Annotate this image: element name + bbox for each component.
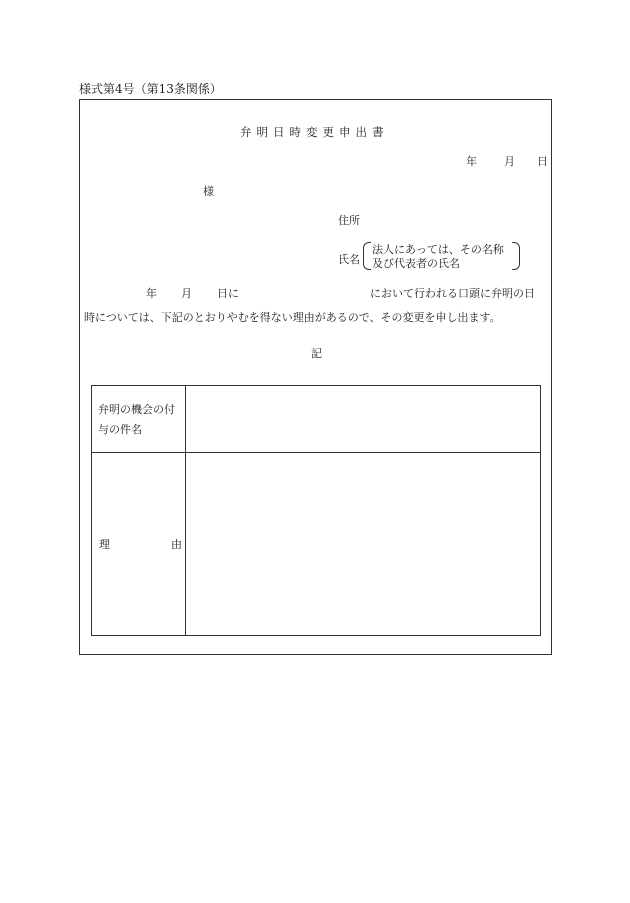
case-name-label-line1: 弁明の機会の付 bbox=[98, 403, 175, 416]
address-label: 住所 bbox=[338, 214, 360, 227]
reason-label-char2: 由 bbox=[171, 538, 182, 551]
case-name-label-line2: 与の件名 bbox=[98, 423, 142, 436]
name-label: 氏名 bbox=[338, 253, 360, 266]
reason-label-char1: 理 bbox=[99, 538, 110, 551]
case-name-field[interactable] bbox=[186, 386, 540, 452]
body-text-line1 bbox=[80, 288, 553, 302]
left-bracket bbox=[363, 242, 371, 270]
name-note-line2: 及び代表者の氏名 bbox=[372, 257, 460, 270]
right-bracket bbox=[512, 242, 520, 270]
date-day-label: 日 bbox=[537, 155, 548, 168]
name-note-bracket bbox=[363, 242, 520, 272]
body-line1-end: において行われる口頭に弁明の日 bbox=[370, 287, 535, 300]
body-month-label: 月 bbox=[181, 287, 192, 300]
document-title: 弁明日時変更申出書 bbox=[240, 125, 389, 139]
reason-field[interactable] bbox=[186, 453, 540, 635]
body-text-line2: 時については、下記のとおりやむを得ない理由があるので、その変更を申し出ます。 bbox=[84, 311, 501, 324]
addressee-suffix: 様 bbox=[203, 185, 214, 198]
ki-heading: 記 bbox=[311, 347, 322, 360]
details-table bbox=[91, 385, 541, 636]
date-month-label: 月 bbox=[504, 155, 515, 168]
body-day-label: 日に bbox=[217, 287, 239, 300]
form-frame bbox=[79, 99, 552, 655]
form-number-label: 様式第4号（第13条関係） bbox=[79, 82, 222, 96]
date-year-label: 年 bbox=[466, 155, 477, 168]
reason-label bbox=[99, 538, 182, 553]
submission-date bbox=[466, 156, 546, 170]
body-year-label: 年 bbox=[146, 287, 157, 300]
name-note-line1: 法人にあっては、その名称 bbox=[372, 243, 504, 256]
